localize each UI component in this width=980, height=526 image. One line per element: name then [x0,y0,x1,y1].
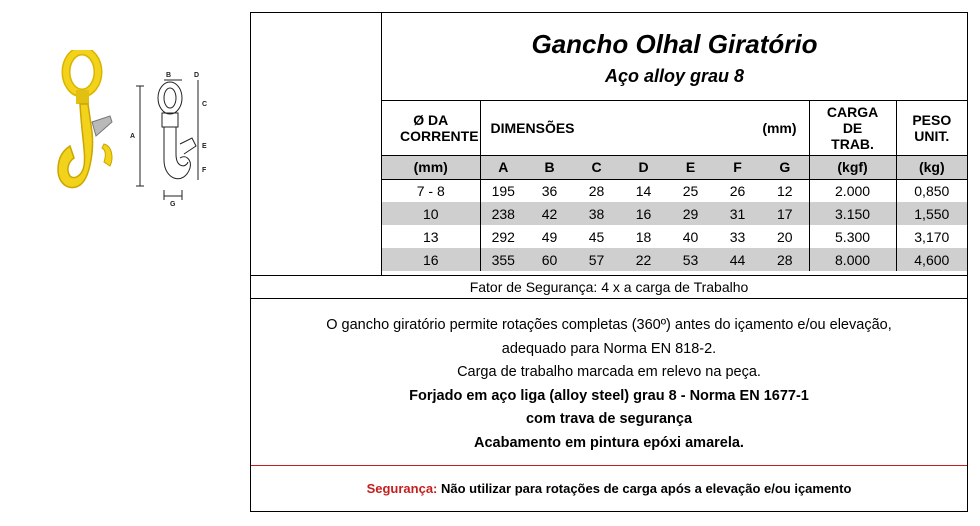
table-cell: 3,170 [896,225,967,248]
table-cell: 16 [620,202,667,225]
unit-cell: C [573,155,620,179]
table-cell: 2.000 [809,179,896,202]
safety-factor: Fator de Segurança: 4 x a carga de Trabalho [251,275,967,299]
header-chain-diameter: Ø DA CORRENTE [382,101,480,155]
table-cell: 49 [541,228,558,245]
table-cell: 20 [776,228,793,245]
unit-cell: A [480,155,526,179]
table-row [382,202,967,225]
table-cell: 31 [714,202,761,225]
diagram-label-a: A [130,133,136,140]
table-cell: 10 [382,202,480,225]
dimensions-label: DIMENSÕES [490,119,575,136]
safety-warning [251,465,967,511]
table-cell: 7 - 8 [416,182,445,199]
description-line-bold: Forjado em aço liga (alloy steel) grau 8 - Norma EN 1677-1 [409,387,809,404]
table-cell: 1,550 [896,202,967,225]
hook-diagram [52,50,218,210]
table-cell: 22 [620,248,667,271]
table-cell: 26 [729,182,746,199]
table-cell: 18 [635,228,652,245]
table-cell: 38 [573,202,620,225]
technical-drawing [136,80,198,200]
table-cell: 57 [573,248,620,271]
table-cell: 40 [682,228,699,245]
table-row [382,248,967,271]
table-cell: 8.000 [809,248,896,271]
description-line: Carga de trabalho marcada em relevo na peça. [457,364,761,380]
unit-cell: E [667,155,714,179]
unit-cell: (kg) [896,155,967,179]
spec-table [382,101,967,271]
table-cell: 44 [714,248,761,271]
safety-text: Não utilizar para rotações de carga após a elevação e/ou içamento [441,481,852,496]
header-load: CARGA DE TRAB. [809,101,896,155]
table-cell: 33 [729,228,746,245]
table-cell: 238 [480,202,526,225]
diagram-label-b: B [166,72,172,79]
description-line-bold: Acabamento em pintura epóxi amarela. [474,434,744,451]
diagram-label-d: D [194,72,200,79]
diagram-label-e: E [202,143,207,150]
description-line: O gancho giratório permite rotações completas (360º) antes do içamento e/ou elevação, [326,317,892,333]
table-cell: 4,600 [896,248,967,271]
table-cell: 45 [588,228,605,245]
table-cell: 28 [761,248,809,271]
table-cell: 5.300 [809,225,896,248]
table-cell: 14 [635,182,652,199]
unit-cell: G [761,155,809,179]
title-cell [382,13,967,101]
table-cell: 292 [480,225,526,248]
table-cell: 17 [761,202,809,225]
table-cell: 36 [541,182,558,199]
description-line: adequado para Norma EN 818-2. [501,340,717,357]
table-row [382,179,967,202]
product-title: Gancho Olhal Giratório [531,29,818,59]
table-cell: 16 [382,248,480,271]
table-cell: 13 [422,228,439,245]
table-cell: 28 [588,182,605,199]
units-row [382,155,967,179]
header-dimensions [480,101,809,155]
table-cell: 53 [667,248,714,271]
spec-sheet [250,12,968,512]
table-cell: 60 [526,248,573,271]
diagram-label-c: C [202,101,208,108]
header-row [382,101,967,155]
table-cell: 12 [776,182,793,199]
product-illustration [52,50,218,210]
table-cell: 42 [526,202,573,225]
safety-label: Segurança: [366,481,438,496]
diagram-label-f: F [202,167,207,174]
description-line-bold: com trava de segurança [525,411,693,427]
dimensions-unit: (mm) [762,119,797,136]
unit-cell: B [526,155,573,179]
table-cell: 355 [480,248,526,271]
table-cell: 195 [480,179,526,202]
table-cell: 3.150 [809,202,896,225]
product-subtitle: Aço alloy grau 8 [604,66,745,86]
unit-cell: (kgf) [809,155,896,179]
unit-cell: F [714,155,761,179]
yellow-hook-image [58,51,112,188]
table-cell: 0,850 [896,179,967,202]
header-weight: PESO UNIT. [896,101,967,155]
diagram-label-g: G [170,201,176,208]
unit-cell: (mm) [382,155,480,179]
table-row [382,225,967,248]
table-cell: 29 [667,202,714,225]
product-description [251,299,967,465]
unit-cell: D [620,155,667,179]
blank-cell [251,13,382,275]
table-cell: 25 [682,182,699,199]
